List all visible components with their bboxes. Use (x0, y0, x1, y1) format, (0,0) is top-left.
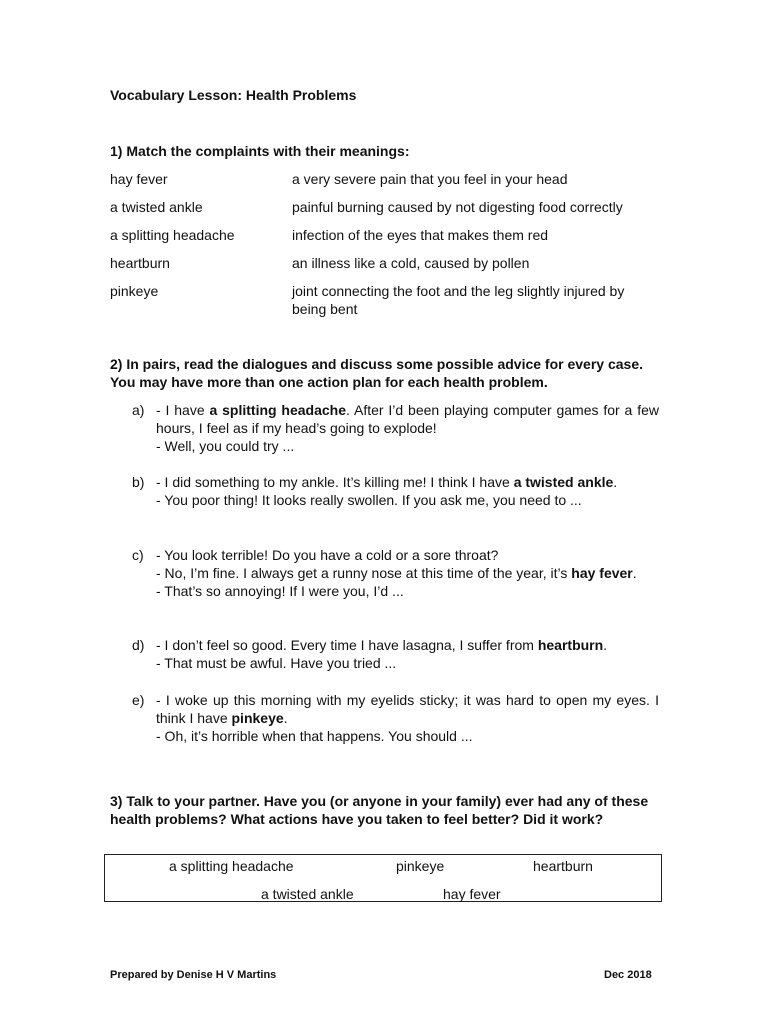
dialogue-text: . (283, 710, 288, 726)
dialogue-text: . (632, 565, 637, 581)
complaint-term: a splitting headache (110, 227, 235, 243)
dialogue-text: . (603, 637, 608, 653)
footer-date: Dec 2018 (604, 969, 652, 981)
dialogue-letter: a) (132, 402, 145, 418)
complaint-meaning: an illness like a cold, caused by pollen (292, 255, 530, 271)
complaint-meaning: a very severe pain that you feel in your head (292, 171, 568, 187)
word-box-item: heartburn (533, 858, 593, 874)
dialogue-letter: c) (132, 547, 144, 563)
dialogue-text: - I did something to my ankle. It’s killing me! I think I have (156, 474, 514, 490)
complaint-meaning: painful burning caused by not digesting food correctly (292, 199, 623, 215)
dialogue-body (156, 401, 659, 455)
section1-heading: 1) Match the complaints with their meanings: (110, 143, 410, 159)
complaint-term: hay fever (110, 171, 168, 187)
dialogue-text: . (613, 474, 618, 490)
dialogue-body (156, 636, 659, 672)
health-problem-term: pinkeye (231, 710, 284, 726)
health-problem-term: a splitting headache (209, 402, 347, 418)
page-title: Vocabulary Lesson: Health Problems (110, 87, 357, 103)
word-box (104, 854, 662, 902)
complaint-term: pinkeye (110, 283, 159, 299)
word-box-item: pinkeye (396, 858, 445, 874)
dialogue-reply: - Well, you could try ... (156, 438, 295, 454)
dialogue-reply: - That must be awful. Have you tried ... (156, 655, 397, 671)
dialogue-line (156, 401, 659, 437)
dialogue-text: - I have (156, 402, 210, 418)
complaint-meaning: joint connecting the foot and the leg slightly injured by being bent (292, 283, 625, 317)
complaint-meaning: infection of the eyes that makes them red (292, 227, 549, 243)
word-box-item: a twisted ankle (261, 886, 354, 902)
dialogue-line (156, 636, 659, 654)
word-box-item: a splitting headache (169, 858, 294, 874)
dialogue-reply: - Oh, it’s horrible when that happens. You should ... (156, 728, 473, 744)
dialogue-line (156, 564, 659, 582)
dialogue-body (156, 473, 659, 509)
dialogue-text: . After I’d been playing computer games for a few hours, I feel as if my head’s going to explode! (156, 402, 659, 436)
dialogue-text: - I woke up this morning with my eyelids sticky; it was hard to open my eyes. I think I have (156, 692, 659, 726)
dialogue-body (156, 691, 659, 745)
complaint-term: heartburn (110, 255, 170, 271)
dialogue-letter: b) (132, 474, 145, 490)
dialogue-body (156, 546, 659, 600)
health-problem-term: hay fever (571, 565, 633, 581)
complaint-term: a twisted ankle (110, 199, 203, 215)
dialogue-text: - No, I’m fine. I always get a runny nose at this time of the year, it’s (156, 565, 572, 581)
footer-author: Prepared by Denise H V Martins (110, 969, 277, 981)
health-problem-term: heartburn (537, 637, 604, 653)
dialogue-reply: - You poor thing! It looks really swollen. If you ask me, you need to ... (156, 492, 582, 508)
dialogue-letter: d) (132, 637, 145, 653)
dialogue-reply: - That’s so annoying! If I were you, I’d ... (156, 583, 404, 599)
dialogue-line (156, 473, 659, 491)
section2-heading: 2) In pairs, read the dialogues and discuss some possible advice for every case. You may have more than one action plan for each health problem. (110, 356, 643, 390)
dialogue-text: - I don’t feel so good. Every time I have lasagna, I suffer from (156, 637, 538, 653)
word-box-item: hay fever (443, 886, 501, 902)
dialogue-line: - You look terrible! Do you have a cold or a sore throat? (156, 547, 499, 563)
health-problem-term: a twisted ankle (513, 474, 614, 490)
dialogue-letter: e) (132, 692, 145, 708)
section3-heading: 3) Talk to your partner. Have you (or anyone in your family) ever had any of these health problems? What actions have you taken to feel better? Did it work? (110, 793, 649, 827)
dialogue-line (156, 691, 659, 727)
